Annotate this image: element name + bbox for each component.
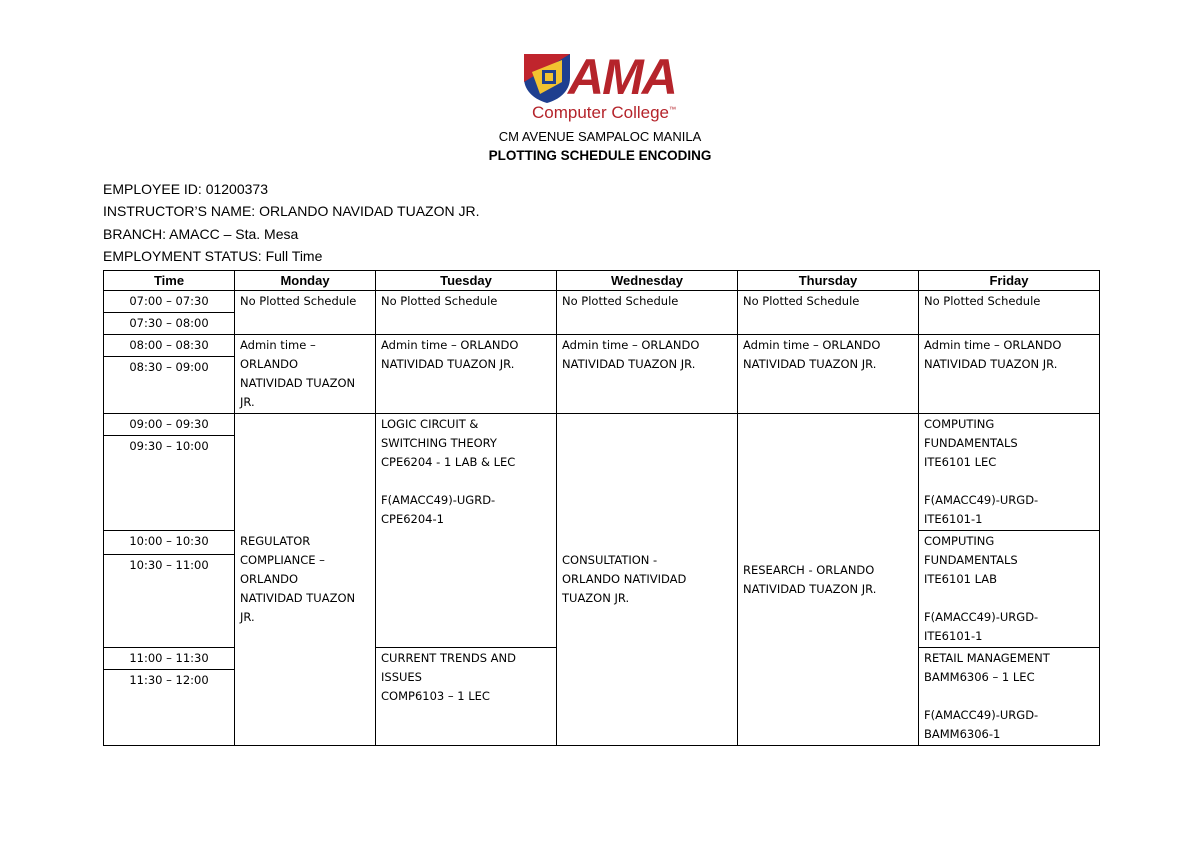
monday-cell: No Plotted Schedule (235, 291, 376, 335)
employment-status-value: Full Time (265, 248, 323, 264)
time-slot: 11:30 – 12:00 (104, 670, 235, 746)
friday-computing-lec-cell: COMPUTING FUNDAMENTALS ITE6101 LEC F(AMACC49)-URGD- ITE6101-1 (919, 414, 1100, 531)
time-slot: 10:30 – 11:00 (104, 554, 235, 647)
friday-cell: No Plotted Schedule (919, 291, 1100, 335)
tuesday-current-trends-cell: CURRENT TRENDS AND ISSUES COMP6103 – 1 LEC (376, 648, 557, 746)
monday-admin-cell: Admin time – ORLANDO NATIVIDAD TUAZON JR. (235, 335, 376, 414)
time-slot: 08:00 – 08:30 (104, 335, 235, 357)
header-time: Time (104, 271, 235, 291)
schedule-table (103, 270, 1100, 746)
branch-line: BRANCH: AMACC – Sta. Mesa (103, 226, 299, 242)
table-row (104, 414, 1100, 436)
header-thursday: Thursday (738, 271, 919, 291)
tuesday-cell: No Plotted Schedule (376, 291, 557, 335)
page-title: PLOTTING SCHEDULE ENCODING (488, 148, 712, 163)
instructor-line: INSTRUCTOR’S NAME: ORLANDO NAVIDAD TUAZON JR. (103, 203, 480, 219)
time-slot: 10:00 – 10:30 (104, 531, 235, 555)
header-monday: Monday (235, 271, 376, 291)
header-tuesday: Tuesday (376, 271, 557, 291)
college-logo (522, 50, 682, 125)
instructor-value: ORLANDO NAVIDAD TUAZON JR. (259, 203, 480, 219)
time-slot: 09:30 – 10:00 (104, 436, 235, 531)
friday-computing-lab-cell: COMPUTING FUNDAMENTALS ITE6101 LAB F(AMACC49)-URGD- ITE6101-1 (919, 531, 1100, 648)
employee-id-line: EMPLOYEE ID: 01200373 (103, 181, 268, 197)
employment-status-line: EMPLOYMENT STATUS: Full Time (103, 248, 323, 264)
time-slot: 07:00 – 07:30 (104, 291, 235, 313)
time-slot: 07:30 – 08:00 (104, 313, 235, 335)
table-row (104, 291, 1100, 313)
shield-crest-icon (522, 52, 572, 104)
thursday-cell: No Plotted Schedule (738, 291, 919, 335)
tuesday-admin-cell: Admin time – ORLANDO NATIVIDAD TUAZON JR. (376, 335, 557, 414)
wednesday-consultation-cell: CONSULTATION - ORLANDO NATIVIDAD TUAZON JR. (557, 414, 738, 746)
time-slot: 08:30 – 09:00 (104, 357, 235, 414)
college-address: CM AVENUE SAMPALOC MANILA (498, 129, 702, 144)
friday-retail-management-cell: RETAIL MANAGEMENT BAMM6306 – 1 LEC F(AMACC49)-URGD- BAMM6306-1 (919, 648, 1100, 746)
tuesday-logic-circuit-cell: LOGIC CIRCUIT & SWITCHING THEORY CPE6204 - 1 LAB & LEC F(AMACC49)-UGRD- CPE6204-1 (376, 414, 557, 648)
table-header-row (104, 271, 1100, 291)
table-row (104, 335, 1100, 357)
logo-subtitle: Computer College™ (532, 103, 677, 122)
thursday-research-cell: RESEARCH - ORLANDO NATIVIDAD TUAZON JR. (738, 414, 919, 746)
wednesday-admin-cell: Admin time – ORLANDO NATIVIDAD TUAZON JR. (557, 335, 738, 414)
branch-value: AMACC – Sta. Mesa (169, 226, 299, 242)
thursday-admin-cell: Admin time – ORLANDO NATIVIDAD TUAZON JR. (738, 335, 919, 414)
header-friday: Friday (919, 271, 1100, 291)
time-slot: 11:00 – 11:30 (104, 648, 235, 670)
time-slot: 09:00 – 09:30 (104, 414, 235, 436)
wednesday-cell: No Plotted Schedule (557, 291, 738, 335)
monday-regulator-cell: REGULATOR COMPLIANCE – ORLANDO NATIVIDAD TUAZON JR. (235, 414, 376, 746)
friday-admin-cell: Admin time – ORLANDO NATIVIDAD TUAZON JR. (919, 335, 1100, 414)
employee-id-value: 01200373 (205, 181, 268, 197)
logo-wordmark: AMA (568, 49, 676, 105)
header-wednesday: Wednesday (557, 271, 738, 291)
